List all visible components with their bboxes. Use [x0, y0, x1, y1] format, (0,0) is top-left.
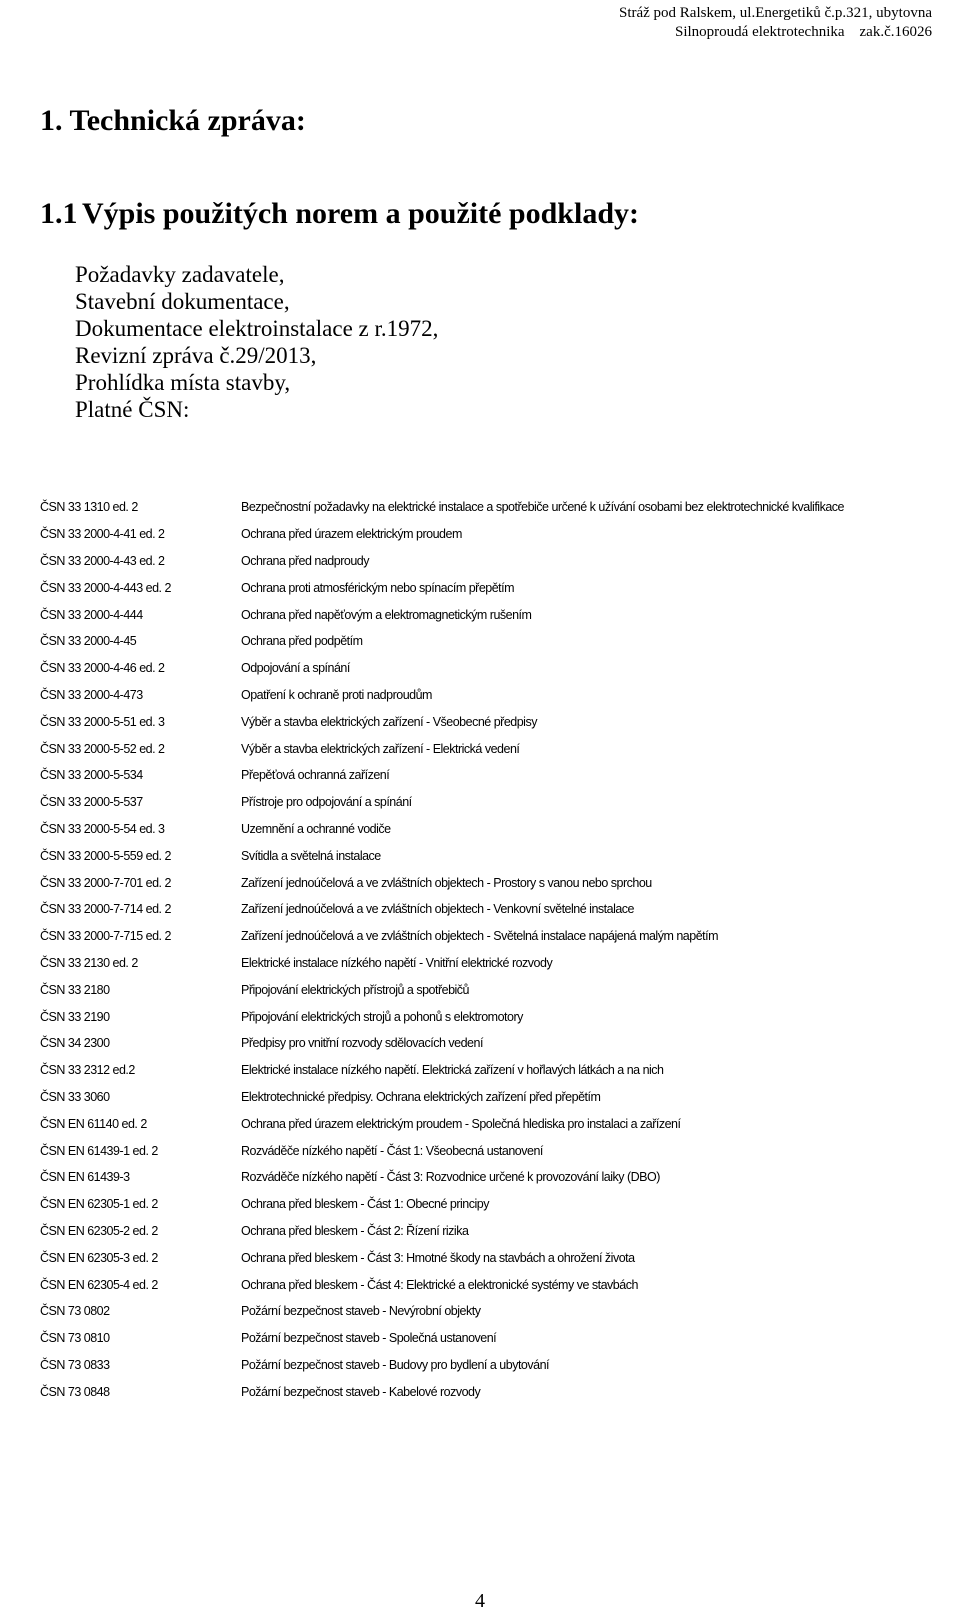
- norm-code: ČSN 33 2000-5-54 ed. 3: [40, 821, 165, 836]
- norm-code: ČSN 33 2000-4-41 ed. 2: [40, 527, 165, 542]
- norms-table: [40, 494, 940, 1405]
- norm-description: Přepěťová ochranná zařízení: [241, 768, 390, 783]
- norm-description: Ochrana proti atmosférickým nebo spínacím přepětím: [241, 580, 515, 595]
- norm-row: [40, 842, 940, 869]
- norm-description: Ochrana před úrazem elektrickým proudem: [241, 527, 462, 542]
- norm-code: ČSN 33 2000-5-537: [40, 795, 143, 810]
- norm-code: ČSN 33 2000-5-534: [40, 768, 143, 783]
- norm-row: [40, 1218, 940, 1245]
- norm-description: Zařízení jednoúčelová a ve zvláštních objektech - Venkovní světelné instalace: [241, 902, 635, 917]
- norm-code: ČSN EN 62305-4 ed. 2: [40, 1277, 158, 1292]
- norm-description: Výběr a stavba elektrických zařízení - Elektrická vedení: [241, 741, 520, 756]
- norm-code: ČSN 33 2000-4-45: [40, 634, 137, 649]
- norm-description: Ochrana před úrazem elektrickým proudem - Společná hlediska pro instalaci a zařízení: [241, 1116, 681, 1131]
- norm-description: Zařízení jednoúčelová a ve zvláštních objektech - Prostory s vanou nebo sprchou: [241, 875, 652, 890]
- norm-row: [40, 789, 940, 816]
- sources-list: [75, 261, 438, 423]
- norm-row: [40, 950, 940, 977]
- norm-description: Požární bezpečnost staveb - Budovy pro bydlení a ubytování: [241, 1357, 550, 1372]
- norm-code: ČSN 33 2000-7-714 ed. 2: [40, 902, 171, 917]
- norm-code: ČSN EN 61439-1 ed. 2: [40, 1143, 158, 1158]
- norm-description: Ochrana před bleskem - Část 1: Obecné principy: [241, 1197, 489, 1212]
- norm-description: Opatření k ochraně proti nadproudům: [241, 687, 432, 702]
- norm-code: ČSN 34 2300: [40, 1036, 110, 1051]
- norm-description: Přístroje pro odpojování a spínání: [241, 795, 412, 810]
- norm-code: ČSN 33 2000-5-51 ed. 3: [40, 714, 165, 729]
- norm-row: [40, 1084, 940, 1111]
- norm-row: [40, 628, 940, 655]
- page-number: 4: [475, 1590, 485, 1612]
- source-item: Prohlídka místa stavby,: [75, 370, 291, 395]
- norm-description: Rozváděče nízkého napětí - Část 3: Rozvodnice určené k provozování laiky (DBO): [241, 1170, 660, 1185]
- source-item: Požadavky zadavatele,: [75, 262, 285, 287]
- norm-code: ČSN 33 2190: [40, 1009, 110, 1024]
- norm-row: [40, 548, 940, 575]
- section-heading: 1. Technická zpráva:: [40, 104, 306, 137]
- norm-row: [40, 1378, 940, 1405]
- norm-description: Předpisy pro vnitřní rozvody sdělovacích vedení: [241, 1036, 483, 1051]
- norm-description: Požární bezpečnost staveb - Společná ustanovení: [241, 1331, 497, 1346]
- page-header: [619, 4, 932, 42]
- norm-code: ČSN EN 61439-3: [40, 1170, 130, 1185]
- norm-description: Ochrana před nadproudy: [241, 553, 369, 568]
- norm-row: [40, 1191, 940, 1218]
- norm-description: Bezpečnostní požadavky na elektrické instalace a spotřebiče určené k užívání osobami bez elektrotechnické kvalifikace: [241, 500, 844, 515]
- norm-code: ČSN 33 3060: [40, 1089, 110, 1104]
- norm-description: Odpojování a spínání: [241, 661, 350, 676]
- norm-row: [40, 896, 940, 923]
- norm-description: Požární bezpečnost staveb - Kabelové rozvody: [241, 1384, 481, 1399]
- norm-code: ČSN 33 2130 ed. 2: [40, 955, 138, 970]
- norm-description: Připojování elektrických strojů a pohonů s elektromotory: [241, 1009, 523, 1024]
- norm-code: ČSN 33 2000-4-473: [40, 687, 143, 702]
- norm-description: Ochrana před bleskem - Část 4: Elektrické a elektronické systémy ve stavbách: [241, 1277, 638, 1292]
- norm-row: [40, 1298, 940, 1325]
- norm-code: ČSN 33 2000-7-715 ed. 2: [40, 929, 171, 944]
- norm-row: [40, 708, 940, 735]
- norm-row: [40, 923, 940, 950]
- subsection-number: 1.1: [40, 197, 78, 230]
- norm-description: Požární bezpečnost staveb - Nevýrobní objekty: [241, 1304, 481, 1319]
- norm-row: [40, 1244, 940, 1271]
- norm-code: ČSN 33 2312 ed.2: [40, 1063, 135, 1078]
- norm-code: ČSN 33 2000-4-444: [40, 607, 143, 622]
- norm-code: ČSN 33 2000-5-559 ed. 2: [40, 848, 171, 863]
- norm-row: [40, 682, 940, 709]
- norm-row: [40, 816, 940, 843]
- norm-description: Ochrana před napěťovým a elektromagnetickým rušením: [241, 607, 532, 622]
- norm-code: ČSN 33 2000-4-43 ed. 2: [40, 553, 165, 568]
- norm-row: [40, 1137, 940, 1164]
- norm-row: [40, 1110, 940, 1137]
- norm-row: [40, 869, 940, 896]
- source-item: Platné ČSN:: [75, 397, 190, 422]
- norm-description: Uzemnění a ochranné vodiče: [241, 821, 391, 836]
- norm-code: ČSN 73 0802: [40, 1304, 110, 1319]
- norm-code: ČSN 73 0833: [40, 1357, 110, 1372]
- norm-description: Elektrické instalace nízkého napětí - Vnitřní elektrické rozvody: [241, 955, 553, 970]
- norm-description: Zařízení jednoúčelová a ve zvláštních objektech - Světelná instalace napájená malým napětím: [241, 929, 719, 944]
- norm-code: ČSN EN 62305-2 ed. 2: [40, 1223, 158, 1238]
- norm-description: Ochrana před podpětím: [241, 634, 363, 649]
- norm-code: ČSN EN 62305-1 ed. 2: [40, 1197, 158, 1212]
- norm-code: ČSN 33 2000-7-701 ed. 2: [40, 875, 171, 890]
- norm-code: ČSN 33 2180: [40, 982, 110, 997]
- norm-description: Výběr a stavba elektrických zařízení - Všeobecné předpisy: [241, 714, 537, 729]
- norm-code: ČSN EN 62305-3 ed. 2: [40, 1250, 158, 1265]
- norm-code: ČSN EN 61140 ed. 2: [40, 1116, 147, 1131]
- norm-row: [40, 1164, 940, 1191]
- norm-row: [40, 521, 940, 548]
- norm-description: Rozváděče nízkého napětí - Část 1: Všeobecná ustanovení: [241, 1143, 543, 1158]
- source-item: Stavební dokumentace,: [75, 289, 290, 314]
- norm-description: Svítidla a světelná instalace: [241, 848, 381, 863]
- norm-description: Ochrana před bleskem - Část 2: Řízení rizika: [241, 1223, 469, 1238]
- subsection-title: Výpis použitých norem a použité podklady:: [81, 197, 639, 230]
- norm-row: [40, 574, 940, 601]
- norm-description: Elektrotechnické předpisy. Ochrana elektrických zařízení před přepětím: [241, 1089, 601, 1104]
- norm-row: [40, 735, 940, 762]
- header-line-1: Stráž pod Ralskem, ul.Energetiků č.p.321, ubytovna: [618, 5, 932, 21]
- norm-row: [40, 1352, 940, 1379]
- source-item: Dokumentace elektroinstalace z r.1972,: [75, 316, 439, 341]
- norm-row: [40, 1003, 940, 1030]
- norm-row: [40, 601, 940, 628]
- norm-description: Elektrické instalace nízkého napětí. Elektrická zařízení v hořlavých látkách a na nich: [241, 1063, 664, 1078]
- norm-row: [40, 762, 940, 789]
- norm-code: ČSN 73 0810: [40, 1331, 110, 1346]
- norm-row: [40, 655, 940, 682]
- norm-code: ČSN 73 0848: [40, 1384, 110, 1399]
- norm-code: ČSN 33 2000-4-46 ed. 2: [40, 661, 165, 676]
- source-item: Revizní zpráva č.29/2013,: [75, 343, 317, 368]
- norm-description: Připojování elektrických přístrojů a spotřebičů: [241, 982, 470, 997]
- norm-row: [40, 1030, 940, 1057]
- header-line-2: Silnoproudá elektrotechnika zak.č.16026: [674, 24, 932, 40]
- norm-code: ČSN 33 1310 ed. 2: [40, 500, 138, 515]
- norm-row: [40, 1271, 940, 1298]
- norm-row: [40, 1057, 940, 1084]
- norm-row: [40, 1325, 940, 1352]
- subsection-heading: [40, 197, 639, 231]
- norm-description: Ochrana před bleskem - Část 3: Hmotné škody na stavbách a ohrožení života: [241, 1250, 635, 1265]
- norm-row: [40, 494, 940, 521]
- norm-code: ČSN 33 2000-5-52 ed. 2: [40, 741, 165, 756]
- norm-code: ČSN 33 2000-4-443 ed. 2: [40, 580, 171, 595]
- norm-row: [40, 976, 940, 1003]
